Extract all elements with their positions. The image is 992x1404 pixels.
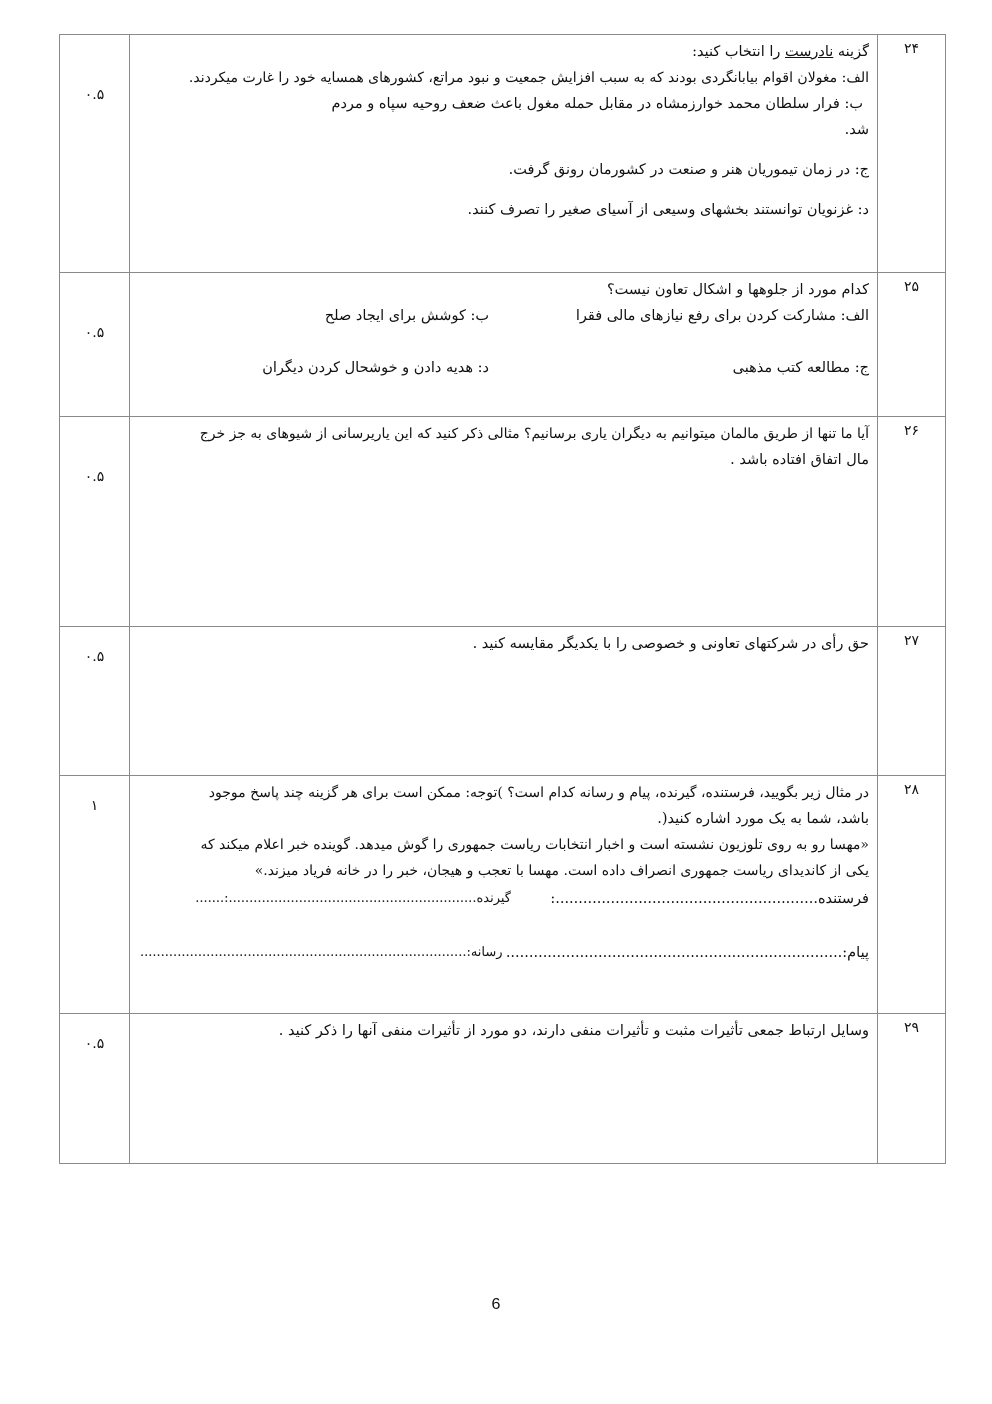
option-c: ج: در زمان تیموریان هنر و صنعت در کشورمان رونق گرفت. — [508, 162, 869, 178]
question-score: ۰.۵ — [60, 1014, 130, 1164]
question-content — [130, 1014, 878, 1164]
question-text-line: یکی از کاندیدای ریاست جمهوری انصراف داده است. مهسا با تعجب و هیجان، خبر را در خانه فریاد میزند.» — [254, 863, 869, 879]
question-score: ۱ — [60, 776, 130, 1014]
question-score: ۰.۵ — [60, 35, 130, 273]
exam-questions-table — [59, 34, 946, 1164]
options-row-1 — [140, 303, 869, 329]
answer-blanks-row-2 — [140, 940, 869, 966]
question-number: ۲۶ — [878, 417, 946, 627]
question-score: ۰.۵ — [60, 417, 130, 627]
question-text-line: وسایل ارتباط جمعی تأثیرات مثبت و تأثیرات منفی دارند، دو مورد از تأثیرات منفی آنها را ذکر کنید . — [278, 1023, 869, 1039]
question-prompt — [140, 39, 869, 65]
sender-blank[interactable]: فرستنده.........................................................: — [550, 891, 869, 907]
question-row-29 — [60, 1014, 946, 1164]
question-prompt: کدام مورد از جلوهها و اشکال تعاون نیست؟ — [606, 282, 869, 298]
prompt-text: را انتخاب کنید: — [692, 44, 785, 60]
prompt-underlined-word: نادرست — [784, 44, 834, 60]
question-text-line: آیا ما تنها از طریق مالمان میتوانیم به دیگران یاری برسانیم؟ مثالی ذکر کنید که این یاریرسانی از شیوهای به جز خرج — [199, 426, 869, 442]
option-a: الف: مغولان اقوام بیابانگردی بودند که به سبب افزایش جمعیت و نبود مراتع، کشورهای همسایه خود را غارت میکردند. — [188, 70, 869, 86]
question-text-line: حق رأی در شرکتهای تعاونی و خصوصی را با یکدیگر مقایسه کنید . — [472, 636, 869, 652]
prompt-text: گزینه — [833, 44, 869, 60]
medium-blank[interactable]: رسانه:............................................................................... — [140, 945, 503, 960]
option-d: د: هدیه دادن و خوشحال کردن دیگران — [262, 360, 489, 376]
option-b-continued: شد. — [844, 122, 869, 138]
answer-blanks-row-1 — [140, 886, 869, 912]
question-content — [130, 776, 878, 1014]
question-content — [130, 417, 878, 627]
question-text-line: در مثال زیر بگویید، فرستنده، گیرنده، پیام و رسانه کدام است؟ )توجه: ممکن است برای هر گزینه چند پاسخ موجود — [208, 785, 869, 801]
receiver-blank[interactable]: گیرنده............................................................:....... — [195, 891, 511, 906]
question-row-24 — [60, 35, 946, 273]
question-row-26 — [60, 417, 946, 627]
option-b: ب: فرار سلطان محمد خوارزمشاه در مقابل حمله مغول باعث ضعف روحیه سپاه و مردم — [331, 96, 863, 112]
question-row-27 — [60, 627, 946, 776]
question-row-28 — [60, 776, 946, 1014]
option-c: ج: مطالعه کتب مذهبی — [732, 360, 869, 376]
question-number: ۲۷ — [878, 627, 946, 776]
question-content — [130, 273, 878, 417]
message-blank[interactable]: پیام:......................................................................... — [505, 945, 869, 961]
question-content — [130, 35, 878, 273]
options-row-2 — [140, 355, 869, 381]
option-d: د: غزنویان توانستند بخشهای وسیعی از آسیای صغیر را تصرف کنند. — [467, 202, 869, 218]
page-number: 6 — [491, 1296, 501, 1313]
question-number: ۲۸ — [878, 776, 946, 1014]
question-text-line: باشد، شما به یک مورد اشاره کنید(. — [657, 811, 869, 827]
question-text-line: مال اتفاق افتاده باشد . — [730, 452, 869, 468]
question-content — [130, 627, 878, 776]
question-row-25 — [60, 273, 946, 417]
question-score: ۰.۵ — [60, 627, 130, 776]
question-number: ۲۴ — [878, 35, 946, 273]
option-b: ب: کوشش برای ایجاد صلح — [324, 308, 489, 324]
question-number: ۲۵ — [878, 273, 946, 417]
question-text-line: «مهسا رو به روی تلوزیون نشسته است و اخبار انتخابات ریاست جمهوری را گوش میدهد. گوینده خبر اعلام میکند که — [200, 837, 869, 853]
option-a: الف: مشارکت کردن برای رفع نیازهای مالی فقرا — [575, 308, 869, 324]
question-score: ۰.۵ — [60, 273, 130, 417]
question-number: ۲۹ — [878, 1014, 946, 1164]
